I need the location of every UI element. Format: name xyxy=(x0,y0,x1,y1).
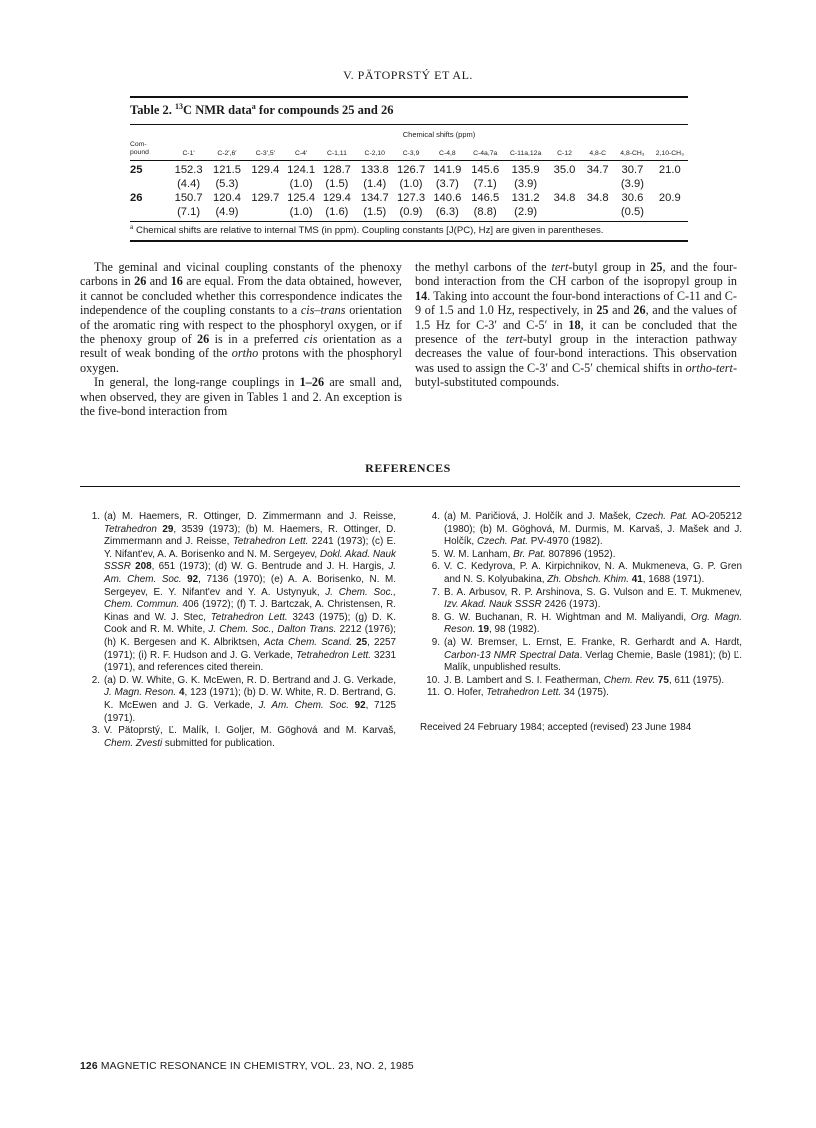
reference-text: V. C. Kedyrova, P. A. Kirpichnikov, N. A. Mukmeneva, G. P. Gren and N. S. Kolyubakina, Zh. Obshch. Khim. 41, 1688 (1971). xyxy=(444,561,742,585)
coupling-cell: (0.5) xyxy=(620,206,644,219)
header-cell: 2,10-CH₃ xyxy=(655,150,684,158)
header-cell: C-12 xyxy=(557,150,572,158)
page-footer xyxy=(80,1061,414,1072)
reference-text: B. A. Arbusov, R. P. Arshinova, S. G. Vulson and E. T. Mukmenev, Izv. Akad. Nauk SSSR 2426 (1973). xyxy=(444,586,742,611)
body-column-right xyxy=(415,260,737,390)
shift-cell: 140.6 xyxy=(433,192,462,205)
table-row-couplings xyxy=(130,205,688,219)
coupling-cell: (4.4) xyxy=(177,178,201,191)
shift-cell: 20.9 xyxy=(658,192,681,205)
header-cell: 4,8-C xyxy=(589,150,606,158)
shift-cell: 30.7 xyxy=(621,164,644,177)
header-cell: C-4' xyxy=(295,150,308,158)
table-header-row xyxy=(130,141,688,161)
coupling-cell: (8.8) xyxy=(473,206,497,219)
journal-info: MAGNETIC RESONANCE IN CHEMISTRY, VOL. 23, NO. 2, 1985 xyxy=(100,1061,414,1072)
header-cell: C-3,9 xyxy=(402,150,420,158)
header-cell: C-11a,12a xyxy=(510,150,542,158)
shift-cell: 21.0 xyxy=(658,164,681,177)
reference-text: (a) M. Haemers, R. Ottinger, D. Zimmermann and J. Reisse, Tetrahedron 29, 3539 (1973); (b) M. Haemers, R. Ottinger, D. Zimmermann and J. Reisse, Tetrahedron Lett. 2241 (1973); (c) E. Y. Nifant'ev, A. A. Borisenko and N. M. Sergeyev, Dokl. Akad. Nauk SSSR 208, 651 (1973); (d) W. G. Bentrude and J. H. Hargis, J. Am. Chem. Soc. 92, 7136 (1970); (e) A. A. Borisenko, N. M. Sergeyev, E. Y. Nifant'ev and Y. A. Ustynyuk, J. Chem. Soc., Chem. Commun. 406 (1972); (f) T. J. Bartczak, A. Christensen, R. Kinas and W. J. Stec, Tetrahedron Lett. 3243 (1975); (g) D. K. Cook and R. M. White, J. Chem. Soc., Dalton Trans. 2212 (1976); (h) K. Bergesen and K. Albriktsen, Acta Chem. Scand. 25, 2257 (1971); (i) R. F. Hudson and J. G. Verkade, Tetrahedron Lett. 3231 (1971), and references cited therein. xyxy=(104,511,397,674)
shift-cell: 126.7 xyxy=(397,164,426,177)
reference-item xyxy=(420,637,742,675)
received-date: Received 24 February 1984; accepted (revised) 23 June 1984 xyxy=(420,721,692,733)
coupling-cell: (5.3) xyxy=(215,178,239,191)
reference-number: 7. xyxy=(431,586,440,598)
coupling-cell: (1.0) xyxy=(399,178,423,191)
coupling-cell: (3.7) xyxy=(435,178,459,191)
shift-cell: 134.7 xyxy=(360,192,389,205)
table-row xyxy=(130,191,688,205)
page-number: 126 xyxy=(80,1061,98,1072)
reference-text: W. M. Lanham, Br. Pat. 807896 (1952). xyxy=(444,548,616,560)
reference-number: 1. xyxy=(91,511,100,522)
shift-cell: 145.6 xyxy=(471,164,500,177)
body-column-left xyxy=(80,260,402,418)
reference-number: 4. xyxy=(431,511,440,522)
shift-cell: 34.8 xyxy=(586,192,609,205)
nmr-data-table xyxy=(130,141,688,219)
coupling-cell: (1.5) xyxy=(325,178,349,191)
shift-cell: 152.3 xyxy=(174,164,203,177)
header-cell: C-2,10 xyxy=(364,150,385,158)
coupling-cell: (1.5) xyxy=(363,206,387,219)
shift-cell: 135.9 xyxy=(511,164,540,177)
reference-item xyxy=(420,561,742,586)
coupling-cell xyxy=(582,205,613,219)
references-rule xyxy=(80,486,740,487)
reference-text: O. Hofer, Tetrahedron Lett. 34 (1975). xyxy=(444,687,609,699)
shift-cell: 127.3 xyxy=(397,192,426,205)
reference-item xyxy=(80,511,396,675)
references-column-right xyxy=(420,511,742,735)
header-cell: C-1,11 xyxy=(326,150,347,158)
reference-number: 9. xyxy=(431,636,440,648)
reference-number: 11. xyxy=(427,687,440,699)
shift-cell: 30.6 xyxy=(621,192,644,205)
coupling-cell xyxy=(246,177,284,191)
reference-item xyxy=(420,549,742,562)
header-cell: C-2',6' xyxy=(217,150,237,158)
shift-cell: 34.7 xyxy=(586,164,609,177)
table-row-couplings xyxy=(130,177,688,191)
reference-item xyxy=(80,675,396,725)
body-paragraph: the methyl carbons of the tert-butyl group in 25, and the four-bond interaction from the CH carbon of the isopropyl group in 14. Taking into account the four-bond interactions of C-11 and C-9 of 1.5 and 1.0 Hz, respectively, in 25 and 26, and the values of 1.5 Hz for C-3′ and C-5′ in 18, it can be concluded that the presence of the tert-butyl group in the interaction pathway decreases the value of four-bond interactions. This observation was used to assign the C-3′ and C-5′ chemical shifts in ortho-tert-butyl-substituted compounds. xyxy=(415,260,737,390)
shift-cell: 34.8 xyxy=(553,192,576,205)
coupling-cell: (2.9) xyxy=(514,206,538,219)
table-end-rule xyxy=(130,240,688,242)
shift-cell: 120.4 xyxy=(212,192,241,205)
header-cell: C-4,8 xyxy=(439,150,456,158)
header-cell: C-3',5' xyxy=(255,150,275,158)
coupling-cell xyxy=(582,177,613,191)
reference-text: (a) M. Paričiová, J. Holčík and J. Mašek, Czech. Pat. AO-205212 (1980); (b) M. Göghová, M. Durmis, M. Karvaš, J. Mašek and J. Holčík, Czech. Pat. PV-4970 (1982). xyxy=(444,511,742,548)
reference-number: 2. xyxy=(91,674,100,686)
shift-cell: 35.0 xyxy=(553,164,576,177)
running-head: V. PÄTOPRSTÝ ET AL. xyxy=(343,68,473,82)
coupling-cell: (3.9) xyxy=(620,178,644,191)
reference-text: J. B. Lambert and S. I. Featherman, Chem. Rev. 75, 611 (1975). xyxy=(444,674,725,686)
header-cell: 4,8-CH₃ xyxy=(620,150,645,158)
coupling-cell: (1.0) xyxy=(289,206,313,219)
coupling-cell: (7.1) xyxy=(177,206,201,219)
shift-cell: 125.4 xyxy=(287,192,316,205)
coupling-cell: (3.9) xyxy=(514,178,538,191)
coupling-cell xyxy=(547,177,582,191)
coupling-cell xyxy=(652,177,688,191)
coupling-cell: (0.9) xyxy=(399,206,423,219)
reference-number: 5. xyxy=(431,548,440,560)
shift-cell: 131.2 xyxy=(511,192,540,205)
table-caption: Table 2. $^{13}$C NMR data$^a$ for compounds 25 and 26 xyxy=(130,102,394,118)
reference-item xyxy=(420,675,742,688)
table-group-header: Chemical shifts (ppm) xyxy=(402,130,476,140)
references-heading: REFERENCES xyxy=(365,461,451,475)
shift-cell: 121.5 xyxy=(212,164,241,177)
coupling-cell xyxy=(246,205,284,219)
shift-cell: 133.8 xyxy=(360,164,389,177)
body-paragraph: The geminal and vicinal coupling constants of the phenoxy carbons in 26 and 16 are equal. From the data obtained, however, it cannot be concluded whether this correspondence indicates the independence of the coupling constants to a cis–trans orientation of the aromatic ring with respect to the phosphoryl oxygen, or if the phenoxy group of 26 is in a preferred cis orientation as a result of weak bonding of the ortho protons with the phosphoryl oxygen. xyxy=(80,260,403,375)
header-cell: C-1' xyxy=(182,150,195,158)
shift-cell: 129.7 xyxy=(251,192,280,205)
reference-number: 10. xyxy=(426,674,440,686)
table-2 xyxy=(130,96,688,242)
reference-number: 3. xyxy=(91,725,100,737)
table-footnote: $^a$ Chemical shifts are relative to internal TMS (in ppm). Coupling constants [J(PC), Hz] are given in parentheses. xyxy=(130,225,604,237)
header-compound: Com- pound xyxy=(130,141,149,157)
reference-item xyxy=(80,725,396,750)
reference-text: G. W. Buchanan, R. H. Wightman and M. Maliyandi, Org. Magn. Reson. 19, 98 (1982). xyxy=(444,611,742,636)
compound-id: 26 xyxy=(130,192,143,205)
reference-text: V. Pätoprstý, Ľ. Malík, I. Goljer, M. Göghová and M. Karvaš, Chem. Zvesti submitted for publication. xyxy=(104,725,396,749)
reference-text: (a) W. Bremser, L. Ernst, E. Franke, R. Gerhardt and A. Hardt, Carbon-13 NMR Spectral Data. Verlag Chemie, Basle (1981); (b) Ľ. Malík, unpublished results. xyxy=(444,636,742,674)
reference-item xyxy=(420,511,742,549)
header-cell: C-4a,7a xyxy=(473,150,498,158)
reference-item xyxy=(420,587,742,612)
reference-item xyxy=(420,612,742,637)
shift-cell: 128.7 xyxy=(322,164,351,177)
reference-text: (a) D. W. White, G. K. McEwen, R. D. Bertrand and J. G. Verkade, J. Magn. Reson. 4, 123 (1971); (b) D. W. White, R. D. Bertrand, G. K. McEwen and J. G. Verkade, J. Am. Chem. Soc. 92, 7125 (1971). xyxy=(104,674,397,724)
coupling-cell: (6.3) xyxy=(435,206,459,219)
table-row xyxy=(130,163,688,177)
body-paragraph: In general, the long-range couplings in 1–26 are small and, when observed, they are given in Tables 1 and 2. An exception is the five-bond interaction from xyxy=(80,375,402,419)
coupling-cell: (1.4) xyxy=(363,178,387,191)
shift-cell: 129.4 xyxy=(251,164,280,177)
reference-item xyxy=(420,687,742,700)
coupling-cell: (1.0) xyxy=(289,178,313,191)
shift-cell: 146.5 xyxy=(471,192,500,205)
coupling-cell xyxy=(547,205,582,219)
shift-cell: 129.4 xyxy=(322,192,351,205)
references-column-left xyxy=(80,511,396,750)
shift-cell: 124.1 xyxy=(287,164,316,177)
reference-number: 6. xyxy=(431,561,440,573)
shift-cell: 141.9 xyxy=(433,164,462,177)
reference-number: 8. xyxy=(431,611,440,623)
coupling-cell xyxy=(652,205,688,219)
coupling-cell: (1.6) xyxy=(325,206,349,219)
coupling-cell: (4.9) xyxy=(215,206,239,219)
compound-id: 25 xyxy=(130,164,143,177)
coupling-cell: (7.1) xyxy=(473,178,497,191)
shift-cell: 150.7 xyxy=(174,192,203,205)
